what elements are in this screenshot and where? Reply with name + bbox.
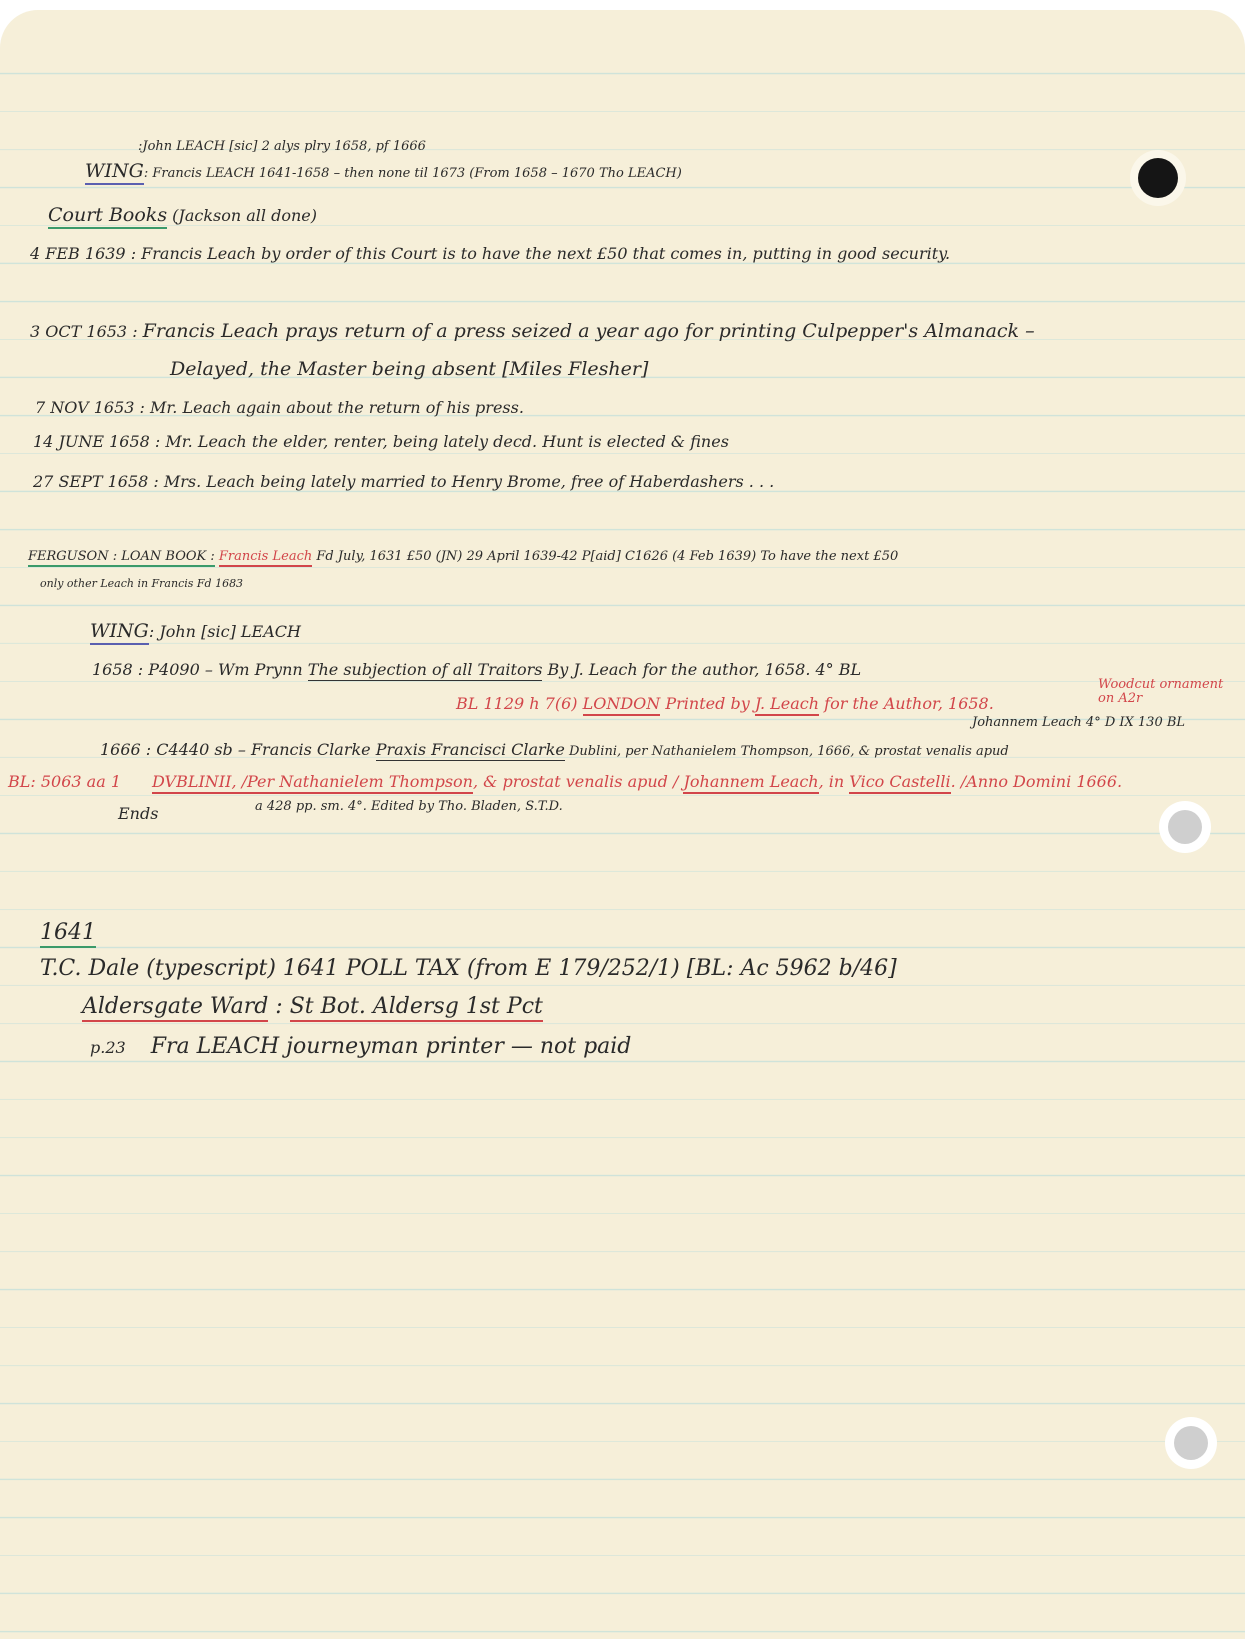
wing2-1658-pre: 1658 : P4090 – Wm Prynn (92, 660, 308, 679)
entry-1658-sept: 27 SEPT 1658 : Mrs. Leach being lately married to Henry Brome, free of Haberdashers . . . (33, 472, 775, 491)
wing2-1666-post: Dublini, per Nathanielem Thompson, 1666, & prostat venalis apud (564, 744, 1009, 759)
entry-1653-oct-text: Francis Leach prays return of a press seized a year ago for printing Culpepper's Almanack – (142, 320, 1035, 342)
entry-1653-nov: 7 NOV 1653 : Mr. Leach again about the return of his press. (35, 398, 524, 417)
entry-1653-oct (30, 322, 1035, 341)
bl-5063: BL: 5063 aa 1 (8, 772, 122, 791)
bl-1129-line (456, 696, 994, 712)
bl-london: LONDON (583, 694, 661, 716)
punch-hole-bottom (1174, 1426, 1208, 1460)
wing-label: WING (85, 160, 144, 185)
entry-1639: 4 FEB 1639 : Francis Leach by order of this Court is to have the next £50 that comes in, putting in good security. (30, 244, 951, 263)
ferguson-name: Francis Leach (219, 549, 312, 567)
fra-text: Fra LEACH journeyman printer — not paid (150, 1034, 632, 1059)
court-books-heading (48, 206, 317, 225)
prostat: , & prostat venalis apud / (472, 772, 684, 791)
wing2-text: : John [sic] LEACH (148, 622, 301, 641)
wing-text: : Francis LEACH 1641-1658 – then none til 1673 (From 1658 – 1670 Tho LEACH) (143, 166, 682, 181)
punch-hole-middle (1168, 810, 1202, 844)
anno-domini: . /Anno Domini 1666. (950, 772, 1123, 791)
dublinii: DVBLINII, /Per (152, 772, 279, 794)
wing2-1666 (100, 742, 1009, 758)
ferguson-label: FERGUSON : LOAN BOOK : (28, 549, 215, 567)
edited-note: a 428 pp. sm. 4°. Edited by Tho. Bladen, S.T.D. (255, 799, 563, 814)
johannem-note: Johannem Leach 4° D IX 130 BL (972, 715, 1186, 730)
wing2-1658-post: By J. Leach for the author, 1658. 4° BL (542, 660, 862, 679)
dublinii-line (152, 774, 1122, 790)
johannem-leach: Johannem Leach (683, 772, 818, 794)
wing2-label: WING (90, 620, 149, 645)
page-ref: p.23 (90, 1038, 126, 1057)
poll-year (40, 922, 96, 944)
poll-year-label: 1641 (40, 920, 96, 948)
vico-castelli: Vico Castelli (849, 772, 950, 794)
ferguson-line (28, 550, 898, 563)
dale-line: T.C. Dale (typescript) 1641 POLL TAX (from E 179/252/1) [BL: Ac 5962 b/46] (40, 956, 897, 981)
wing2-1658-title: The subjection of all Traitors (307, 660, 543, 679)
bl-jleach: J. Leach (755, 694, 819, 716)
ward-colon: : (268, 994, 290, 1019)
ends-label: Ends (118, 804, 159, 823)
fra-line (90, 1036, 631, 1058)
wing2-1658 (92, 662, 861, 678)
pct-label: St Bot. Aldersg 1st Pct (290, 994, 543, 1022)
punch-hole-top (1138, 158, 1178, 198)
john-leach-note: :John LEACH [sic] 2 alys plry 1658, pf 1666 (138, 139, 426, 154)
woodcut-note: Woodcut ornament on A2r (1098, 677, 1224, 706)
court-books-label: Court Books (48, 204, 167, 229)
ward-line (82, 996, 543, 1018)
entry-1658-june: 14 JUNE 1658 : Mr. Leach the elder, renter, being lately decd. Hunt is elected & fines (33, 432, 729, 451)
wing2-heading (90, 622, 301, 641)
wing-header (85, 162, 682, 181)
entry-1653-oct-date: 3 OCT 1653 : (30, 322, 143, 341)
entry-1653-oct-cont: Delayed, the Master being absent [Miles Flesher] (170, 358, 649, 380)
wing2-1666-title: Praxis Francisci Clarke (375, 740, 565, 759)
wing2-1666-pre: 1666 : C4440 sb – Francis Clarke (100, 740, 376, 759)
ferguson-rest: Fd July, 1631 £50 (JN) 29 April 1639-42 P[aid] C1626 (4 Feb 1639) To have the next £50 (316, 549, 899, 564)
bl-author: for the Author, 1658. (819, 694, 994, 713)
in-text: , in (818, 772, 850, 791)
bl-printed: Printed by (660, 694, 755, 713)
bl-ref: BL 1129 h 7(6) (456, 694, 578, 713)
court-books-paren: (Jackson all done) (172, 206, 318, 225)
ferguson-note: only other Leach in Francis Fd 1683 (40, 577, 244, 590)
ward-label: Aldersgate Ward (82, 994, 268, 1022)
nathanielem: Nathanielem Thompson (279, 772, 473, 794)
notebook-page (0, 10, 1245, 1639)
